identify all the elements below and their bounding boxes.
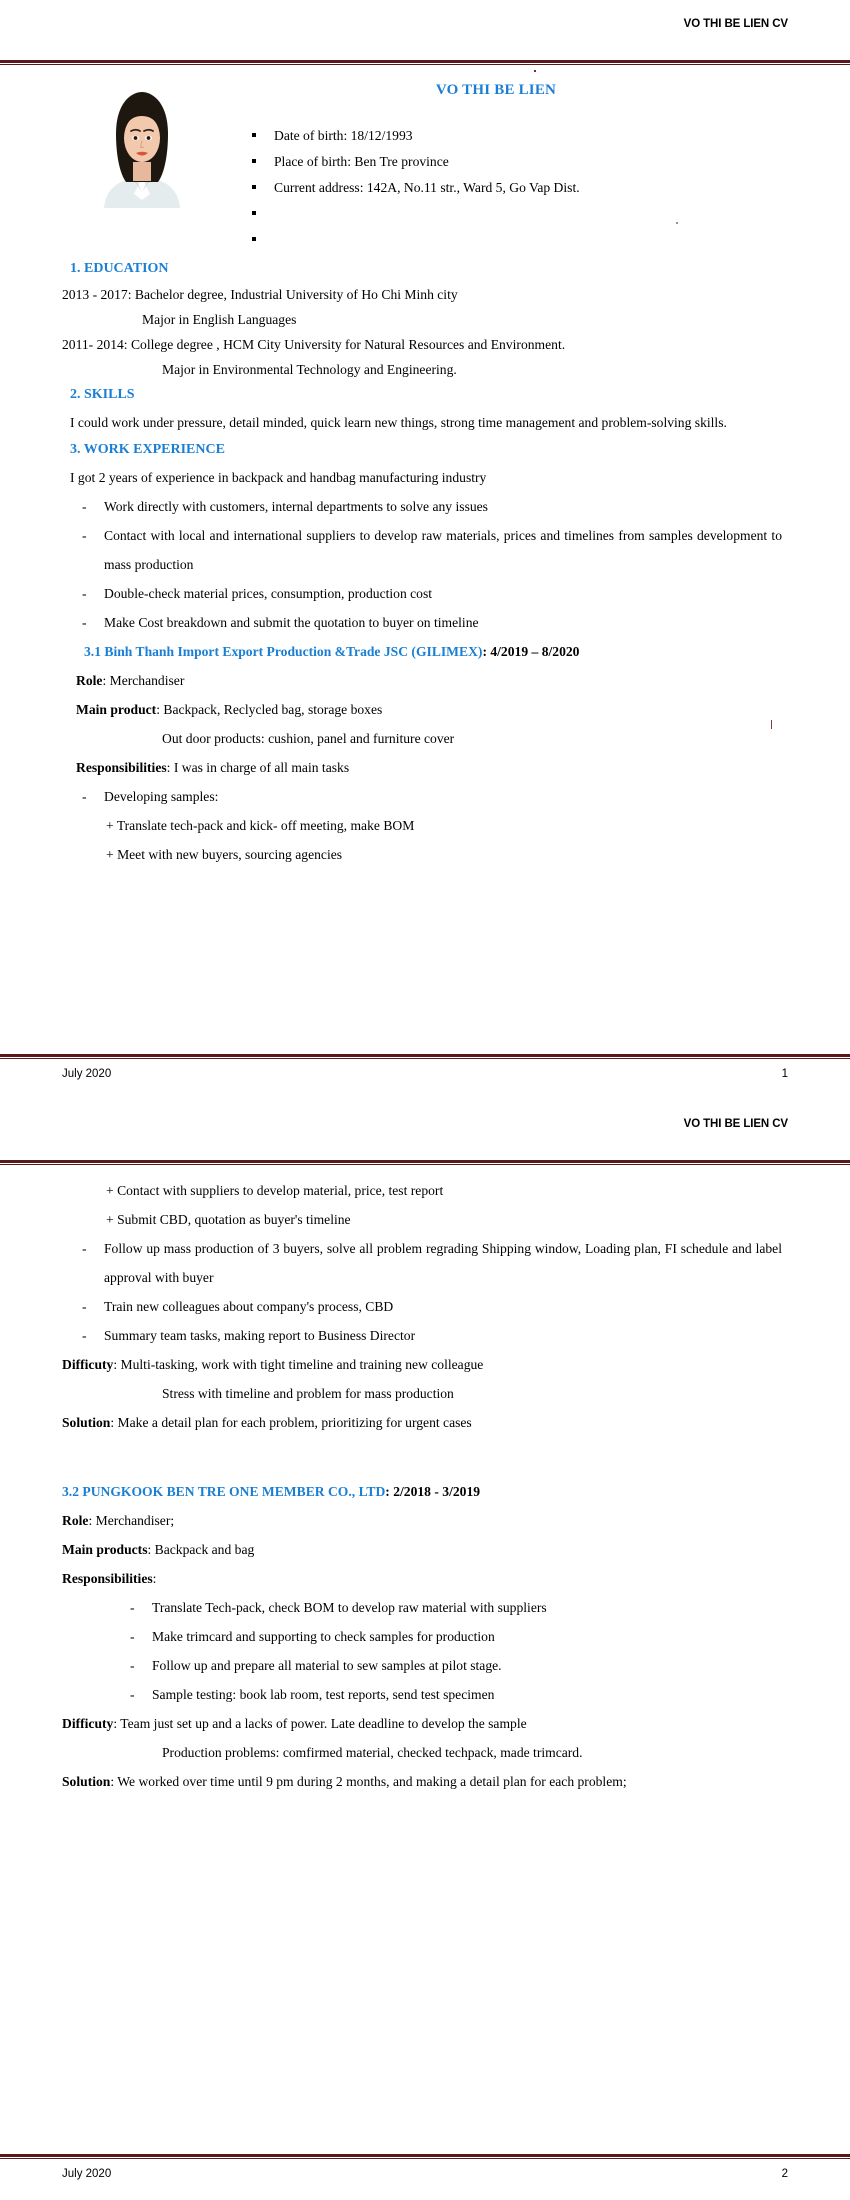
square-bullet-icon (252, 237, 256, 241)
list-item (252, 201, 788, 227)
info-text: Current address: 142A, No.11 str., Ward 5, Go Vap Dist. (274, 180, 580, 195)
page-1-footer (0, 1054, 850, 1100)
list-item (62, 579, 788, 608)
list-item (62, 1292, 788, 1321)
job-1-resp-bullets-cont (62, 1234, 788, 1350)
section-heading-skills: 2. SKILLS (70, 387, 135, 402)
job-1-dates: : 4/2019 – 8/2020 (482, 644, 580, 659)
job-2-role-value: : Merchandiser; (88, 1513, 175, 1528)
job-1-plus-line: + Translate tech-pack and kick- off meeting, make BOM (106, 818, 415, 833)
job-2-difficulty-value: : Team just set up and a lacks of power. Late deadline to develop the sample (113, 1716, 527, 1731)
skills-body: I could work under pressure, detail minded, quick learn new things, strong time management and problem-solving skills. (70, 415, 727, 430)
job-2-resp-value: : (152, 1571, 157, 1586)
dash-bullet-icon: - (82, 1299, 87, 1314)
info-text: Date of birth: 18/12/1993 (274, 128, 413, 143)
stray-dot-mark (534, 70, 536, 72)
job-1-resp-value: : I was in charge of all main tasks (166, 760, 350, 775)
footer-page-number: 2 (781, 2168, 788, 2180)
square-bullet-icon (252, 133, 256, 137)
page-2-header (0, 1100, 850, 1160)
bullet-text: Translate Tech-pack, check BOM to develop raw material with suppliers (152, 1600, 547, 1615)
bullet-text: Work directly with customers, internal departments to solve any issues (104, 499, 488, 514)
dash-bullet-icon: - (130, 1600, 135, 1615)
job-1-role (62, 666, 788, 695)
job-1-title: 3.1 Binh Thanh Import Export Production &Trade JSC (GILIMEX) (84, 644, 483, 659)
footer-divider-rule (0, 2154, 850, 2160)
list-item (62, 1593, 788, 1622)
footer-date: July 2020 (62, 1068, 112, 1080)
job-1-role-value: : Merchandiser (102, 673, 185, 688)
dash-bullet-icon: - (82, 586, 87, 601)
bullet-text: Sample testing: book lab room, test reports, send test specimen (152, 1687, 495, 1702)
education-line: Major in English Languages (142, 312, 297, 327)
square-bullet-icon (252, 211, 256, 215)
dash-bullet-icon: - (82, 1241, 87, 1256)
dash-bullet-icon: - (130, 1658, 135, 1673)
list-item (252, 227, 788, 253)
education-line: 2013 - 2017: Bachelor degree, Industrial University of Ho Chi Minh city (62, 287, 458, 302)
job-2-solution-value: : We worked over time until 9 pm during 2 months, and making a detail plan for each problem; (110, 1774, 627, 1789)
job-1-difficulty-line2: Stress with timeline and problem for mass production (162, 1386, 454, 1401)
dash-bullet-icon: - (82, 499, 87, 514)
job-2-resp-label: Responsibilities (62, 1571, 153, 1586)
job-1-product-value: : Backpack, Reclycled bag, storage boxes (156, 702, 383, 717)
dash-bullet-icon: - (82, 615, 87, 630)
profile-hero (62, 74, 788, 234)
header-running-title: VO THI BE LIEN CV (683, 18, 788, 30)
list-item (62, 492, 788, 521)
job-1-solution-label: Solution (62, 1415, 111, 1430)
header-divider-rule (0, 1160, 850, 1166)
bullet-text: Summary team tasks, making report to Business Director (104, 1328, 416, 1343)
bullet-text: Double-check material prices, consumption, production cost (104, 586, 433, 601)
bullet-text: Make Cost breakdown and submit the quotation to buyer on timeline (104, 615, 479, 630)
list-item (252, 175, 788, 201)
job-1-role-label: Role (76, 673, 103, 688)
job-1-heading (62, 637, 788, 666)
footer-page-number: 1 (781, 1068, 788, 1080)
job-1-plus-line: + Contact with suppliers to develop material, price, test report (106, 1183, 444, 1198)
job-2-product (62, 1535, 788, 1564)
job-1-difficulty (62, 1350, 788, 1379)
list-item (62, 1651, 788, 1680)
list-item (252, 123, 788, 149)
page-2-content (0, 1166, 850, 1796)
stray-vertical-mark (771, 720, 772, 729)
job-1-product-label: Main product (76, 702, 157, 717)
bullet-text: Make trimcard and supporting to check samples for production (152, 1629, 495, 1644)
job-2-solution-label: Solution (62, 1774, 111, 1789)
stray-dot-mark-2 (676, 222, 678, 224)
job-2-difficulty (62, 1709, 788, 1738)
job-2-role-label: Role (62, 1513, 89, 1528)
personal-info-list (252, 123, 788, 253)
job-1-product (62, 695, 788, 724)
list-item (62, 1622, 788, 1651)
footer-date: July 2020 (62, 2168, 112, 2180)
list-item (62, 608, 788, 637)
dash-bullet-icon: - (130, 1629, 135, 1644)
job-2-difficulty-label: Difficuty (62, 1716, 114, 1731)
list-item (62, 1321, 788, 1350)
job-2-difficulty-line2: Production problems: comfirmed material, checked techpack, made trimcard. (162, 1745, 583, 1760)
dash-bullet-icon: - (82, 1328, 87, 1343)
footer-divider-rule (0, 1054, 850, 1060)
job-1-product-line2: Out door products: cushion, panel and furniture cover (162, 731, 455, 746)
job-1-responsibilities (62, 753, 788, 782)
job-2-resp-bullets (62, 1593, 788, 1709)
profile-details (252, 74, 788, 253)
list-item (252, 149, 788, 175)
info-text: Place of birth: Ben Tre province (274, 154, 449, 169)
dash-bullet-icon: - (130, 1687, 135, 1702)
job-2-dates: : 2/2018 - 3/2019 (385, 1484, 481, 1499)
square-bullet-icon (252, 185, 256, 189)
bullet-text: Follow up mass production of 3 buyers, solve all problem regrading Shipping window, Loading plan, FI schedule and label approval with buyer (104, 1241, 782, 1285)
job-1-difficulty-value: : Multi-tasking, work with tight timeline and training new colleague (113, 1357, 484, 1372)
job-1-difficulty-label: Difficuty (62, 1357, 114, 1372)
page-1-header (0, 0, 850, 60)
bullet-text: Contact with local and international suppliers to develop raw materials, prices and timelines from samples development to mass production (104, 528, 782, 572)
header-running-title: VO THI BE LIEN CV (683, 1118, 788, 1130)
dash-bullet-icon: - (82, 528, 87, 543)
page-2 (0, 1100, 850, 2200)
bullet-text: Developing samples: (104, 789, 219, 804)
job-1-resp-bullets (62, 782, 788, 811)
bullet-text: Train new colleagues about company's process, CBD (104, 1299, 394, 1314)
section-heading-education: 1. EDUCATION (70, 261, 169, 276)
education-line: Major in Environmental Technology and Engineering. (162, 362, 457, 377)
job-2-responsibilities (62, 1564, 788, 1593)
job-1-solution-value: : Make a detail plan for each problem, prioritizing for urgent cases (110, 1415, 472, 1430)
list-item (62, 1680, 788, 1709)
job-1-plus-line: + Submit CBD, quotation as buyer's timeline (106, 1212, 351, 1227)
page-1-content (0, 74, 850, 869)
list-item (62, 1234, 788, 1292)
job-1-solution (62, 1408, 788, 1437)
bullet-text: Follow up and prepare all material to sew samples at pilot stage. (152, 1658, 502, 1673)
job-1-plus-line: + Meet with new buyers, sourcing agencies (106, 847, 343, 862)
work-intro: I got 2 years of experience in backpack and handbag manufacturing industry (70, 470, 487, 485)
square-bullet-icon (252, 159, 256, 163)
work-bullets (62, 492, 788, 637)
list-item (62, 521, 788, 579)
job-2-product-value: : Backpack and bag (147, 1542, 255, 1557)
job-2-heading (62, 1477, 788, 1506)
candidate-name: VO THI BE LIEN (435, 82, 557, 98)
section-heading-work-experience: 3. WORK EXPERIENCE (70, 442, 225, 457)
dash-bullet-icon: - (82, 789, 87, 804)
education-line: 2011- 2014: College degree , HCM City University for Natural Resources and Environment. (62, 337, 566, 352)
job-2-role (62, 1506, 788, 1535)
job-2-solution (62, 1767, 762, 1796)
job-2-product-label: Main products (62, 1542, 148, 1557)
header-divider-rule (0, 60, 850, 66)
list-item (62, 782, 788, 811)
page-2-footer (0, 2154, 850, 2200)
profile-photo (92, 82, 192, 208)
job-2-title: 3.2 PUNGKOOK BEN TRE ONE MEMBER CO., LTD (62, 1484, 386, 1499)
job-1-resp-label: Responsibilities (76, 760, 167, 775)
